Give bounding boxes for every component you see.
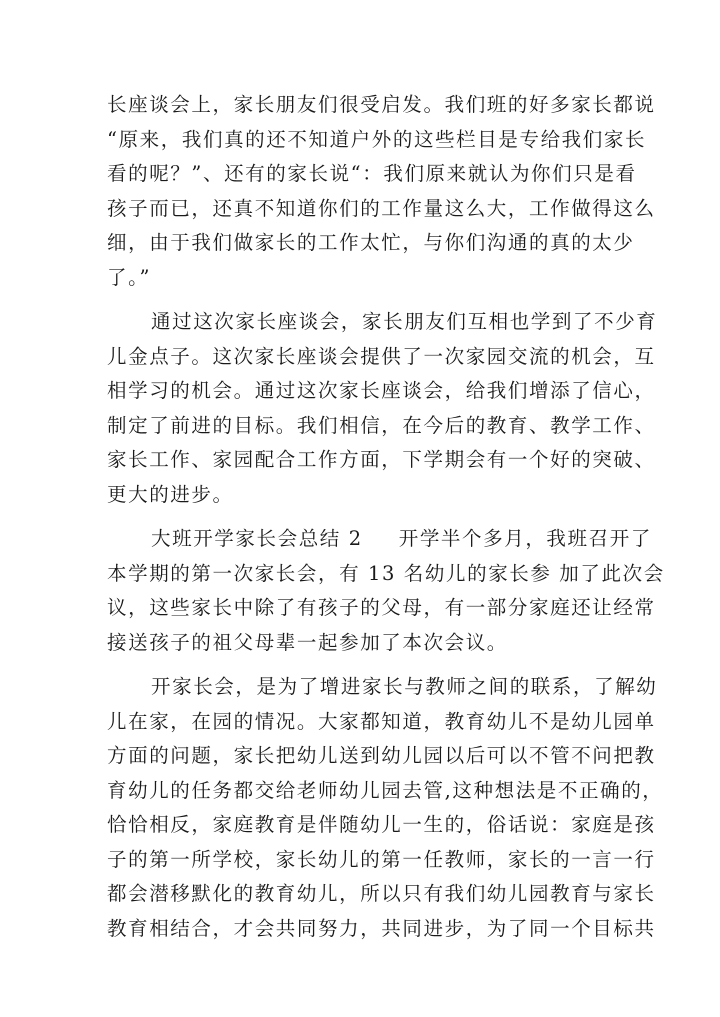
text-line: 了。” xyxy=(107,265,152,289)
text-line: 接送孩子的祖父母辈一起参加了本次会议。 xyxy=(107,630,508,654)
text-line: 通过这次家长座谈会，家长朋友们互相也学到了不少育 xyxy=(151,310,658,333)
paragraph-4 xyxy=(107,670,664,946)
text-line xyxy=(107,522,652,557)
text-line: 儿在家，在园的情况。大家都知道，教育幼儿不是幼儿园单 xyxy=(107,709,656,733)
text-line: 方面的问题，家长把幼儿送到幼儿园以后可以不管不问把教 xyxy=(107,744,656,767)
text-line: 儿金点子。这次家长座谈会提供了一次家园交流的机会，互 xyxy=(107,344,656,368)
paragraph-1 xyxy=(107,88,656,295)
text-line: 细，由于我们做家长的工作太忙，与你们沟通的真的太少 xyxy=(107,231,635,254)
text-line: 长座谈会上，家长朋友们很受启发。我们班的好多家长都说 xyxy=(107,93,656,116)
text-line: 孩子而已，还真不知道你们的工作量这么大，工作做得这么 xyxy=(107,196,656,220)
text-line-content: 开学半个多月，我班召开了 xyxy=(398,527,652,550)
text-line: 都会潜移默化的教育幼儿，所以只有我们幼儿园教育与家长 xyxy=(107,882,656,905)
text-line: 相学习的机会。通过这次家长座谈会，给我们增添了信心， xyxy=(107,379,656,402)
text-line: 议，这些家长中除了有孩子的父母，有一部分家庭还让经常 xyxy=(107,596,656,619)
paragraph-3 xyxy=(107,522,665,660)
text-line: 制定了前进的目标。我们相信，在今后的教育、教学工作、 xyxy=(107,413,656,437)
paragraph-2 xyxy=(107,305,658,512)
text-line: 子的第一所学校，家长幼儿的第一任教师，家长的一言一行 xyxy=(107,847,656,871)
document-page xyxy=(107,88,665,956)
section-heading: 大班开学家长会总结 2 xyxy=(151,527,363,550)
text-line: 看的呢？”、还有的家长说“：我们原来就认为你们只是看 xyxy=(107,162,637,185)
text-line: 更大的进步。 xyxy=(107,482,234,506)
text-line: 育幼儿的任务都交给老师幼儿园去管,这种想法是不正确的， xyxy=(107,778,664,802)
text-line: 教育相结合，才会共同努力，共同进步，为了同一个目标共 xyxy=(107,916,656,940)
text-line: 家长工作、家园配合工作方面，下学期会有一个好的突破、 xyxy=(107,448,656,471)
text-line: “原来，我们真的还不知道户外的这些栏目是专给我们家长 xyxy=(107,127,647,151)
text-line: 开家长会，是为了增进家长与教师之间的联系，了解幼 xyxy=(151,675,658,698)
text-line: 恰恰相反，家庭教育是伴随幼儿一生的，俗话说：家庭是孩 xyxy=(107,813,656,836)
text-line: 本学期的第一次家长会，有 13 名幼儿的家长参 加了此次会 xyxy=(107,561,665,585)
